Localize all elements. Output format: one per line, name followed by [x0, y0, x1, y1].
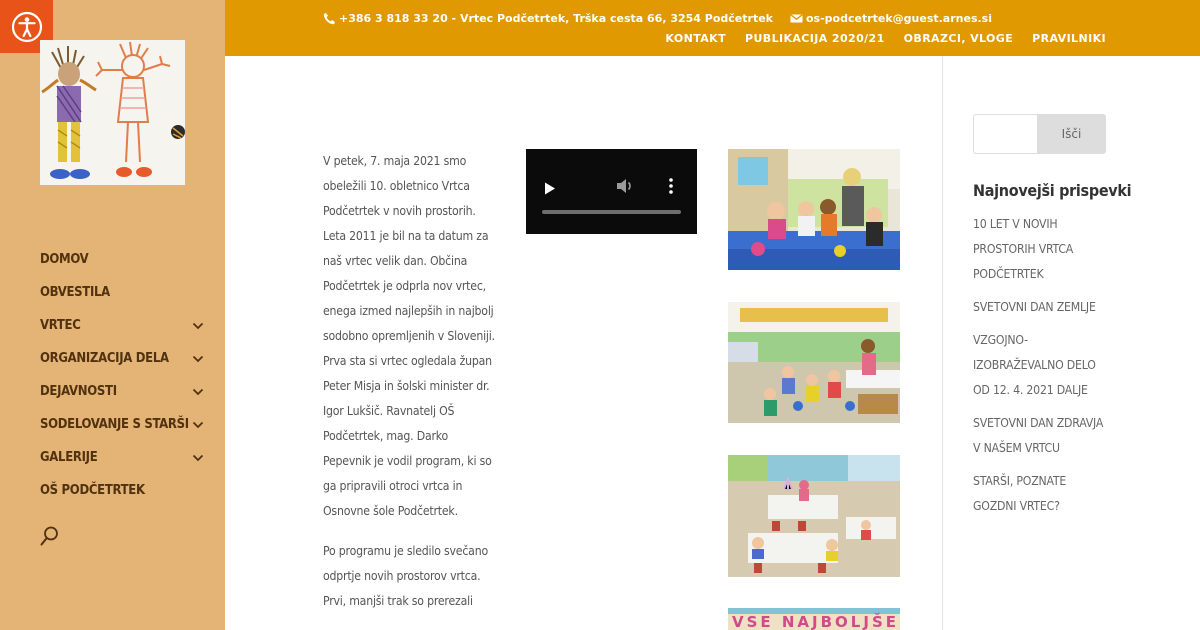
gallery-photo[interactable] — [728, 455, 900, 577]
nav-item-label: DOMOV — [40, 252, 89, 267]
video-player[interactable] — [526, 149, 697, 234]
left-sidebar — [0, 0, 225, 630]
nav-item-os-podcetrtek[interactable] — [40, 474, 210, 507]
chevron-down-icon[interactable] — [190, 450, 206, 466]
chevron-down-icon[interactable] — [190, 384, 206, 400]
nav-item-galerije[interactable] — [40, 441, 210, 474]
chevron-down-icon[interactable] — [190, 417, 206, 433]
site-logo[interactable] — [40, 40, 185, 185]
chevron-down-icon[interactable] — [190, 318, 206, 334]
contact-info — [323, 9, 992, 27]
banner-text: VSE NAJBOLJŠE — [732, 613, 899, 630]
search-button[interactable]: Išči — [1037, 114, 1106, 154]
chevron-down-icon[interactable] — [190, 351, 206, 367]
classroom-photo-image — [728, 455, 900, 577]
top-nav-pravilniki[interactable]: PRAVILNIKI — [1032, 32, 1106, 45]
top-nav-obrazci-vloge[interactable]: OBRAZCI, VLOGE — [903, 32, 1014, 45]
gallery-photo[interactable] — [728, 608, 900, 630]
article-paragraph: V petek, 7. maja 2021 smo obeležili 10. obletnico Vrtca Podčetrtek v novih prostorih. Leta 2011 je bil na ta datum za naš vrtec velik dan. Občina Podčetrtek je odprla nov vrtec, enega izmed najlepših in najbolj sodobno opremljenih v Sloveniji. Prva sta si vrtec ogledala župan Peter Misja in šolski minister dr. Igor Lukšič. Ravnatelj OŠ Podčetrtek, mag. Darko Pepevnik je vodil program, ki so ga pripravili otroci vrtca in Osnovne šole Podčetrtek. — [323, 154, 495, 518]
recent-posts-list — [973, 212, 1108, 527]
nav-item-domov[interactable] — [40, 243, 210, 276]
recent-post-link[interactable]: VZGOJNO-IZOBRAŽEVALNO DELO OD 12. 4. 2021 DALJE — [973, 333, 1096, 397]
recent-post-link[interactable]: SVETOVNI DAN ZEMLJE — [973, 300, 1096, 314]
sidebar-search-button[interactable] — [40, 525, 60, 547]
nav-item-sodelovanje-s-starsi[interactable] — [40, 408, 210, 441]
widget-title: Najnovejši prispevki — [973, 181, 1132, 200]
top-nav — [665, 32, 1106, 45]
search-input[interactable] — [973, 114, 1037, 154]
top-header — [225, 0, 1200, 56]
top-nav-kontakt[interactable]: KONTAKT — [665, 32, 726, 45]
sidebar-divider — [942, 56, 943, 630]
article-body — [323, 149, 498, 629]
nav-item-label: GALERIJE — [40, 450, 98, 465]
search-icon — [40, 525, 60, 547]
main-nav — [40, 243, 210, 507]
nav-item-vrtec[interactable] — [40, 309, 210, 342]
email-link[interactable]: os-podcetrtek@guest.arnes.si — [805, 11, 992, 25]
nav-item-label: OŠ PODČETRTEK — [40, 483, 145, 498]
child-drawing-image — [40, 40, 185, 185]
nav-item-label: OBVESTILA — [40, 285, 110, 300]
top-nav-publikacija[interactable]: PUBLIKACIJA 2020/21 — [744, 32, 885, 45]
article-paragraph: Po programu je sledilo svečano odprtje novih prostorov vrtca. Prvi, manjši trak so prerezali — [323, 544, 488, 608]
recent-post-link[interactable]: SVETOVNI DAN ZDRAVJA V NAŠEM VRTCU — [973, 416, 1104, 455]
volume-icon[interactable] — [616, 178, 634, 198]
classroom-photo-image — [728, 149, 900, 270]
nav-item-label: DEJAVNOSTI — [40, 384, 117, 399]
nav-item-organizacija-dela[interactable] — [40, 342, 210, 375]
accessibility-icon — [11, 11, 43, 43]
recent-post-link[interactable]: 10 LET V NOVIH PROSTORIH VRTCA PODČETRTEK — [973, 217, 1074, 281]
contact-text: +386 3 818 33 20 - Vrtec Podčetrtek, Trška cesta 66, 3254 Podčetrtek — [339, 11, 773, 25]
gallery-photo[interactable] — [728, 149, 900, 270]
phone-icon — [323, 12, 336, 25]
nav-item-label: SODELOVANJE S STARŠI — [40, 417, 189, 432]
classroom-photo-image — [728, 302, 900, 423]
nav-item-label: ORGANIZACIJA DELA — [40, 351, 169, 366]
more-vertical-icon[interactable] — [669, 178, 673, 198]
video-progress-bar[interactable] — [542, 210, 681, 214]
recent-post-link[interactable]: STARŠI, POZNATE GOZDNI VRTEC? — [973, 474, 1067, 513]
play-icon[interactable] — [544, 180, 556, 199]
nav-item-dejavnosti[interactable] — [40, 375, 210, 408]
email-icon — [790, 12, 803, 25]
nav-item-label: VRTEC — [40, 318, 81, 333]
gallery-photo[interactable] — [728, 302, 900, 423]
search-form — [973, 114, 1106, 154]
nav-item-obvestila[interactable] — [40, 276, 210, 309]
